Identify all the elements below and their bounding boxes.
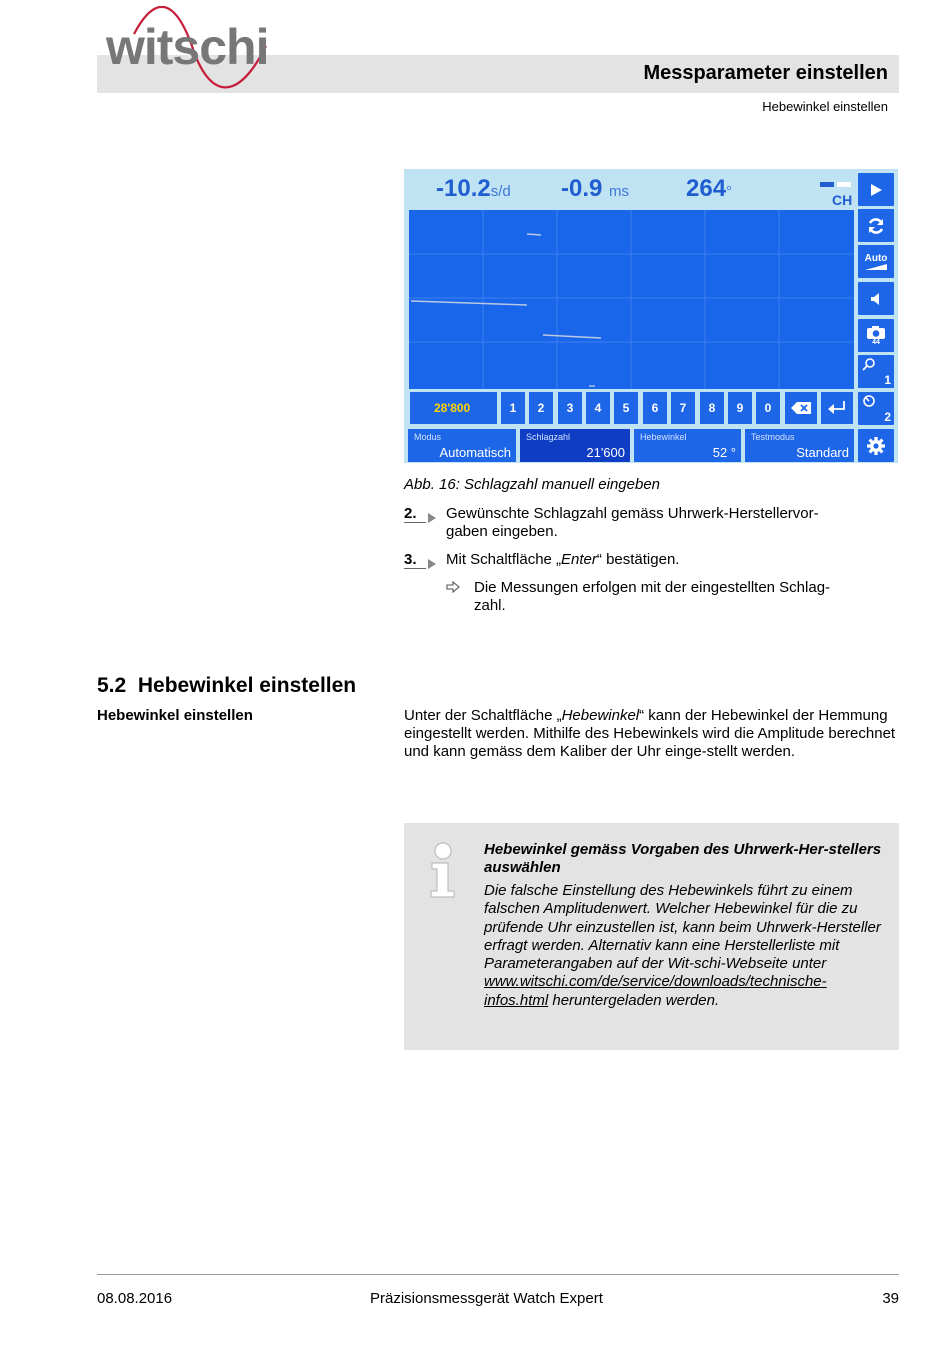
section-paragraph	[404, 707, 899, 761]
step-arrow-line	[404, 522, 426, 523]
amplitude-value: 264	[686, 175, 727, 202]
note-body	[484, 882, 889, 1010]
step-2-text	[446, 505, 819, 541]
keypad	[408, 392, 855, 426]
note-body-after: heruntergeladen werden.	[548, 991, 720, 1009]
enter-term: Enter	[561, 551, 597, 568]
status-label: Modus	[414, 432, 442, 442]
witschi-link[interactable]: www.witschi.com/de/service/downloads/technische-infos.html	[484, 973, 827, 1009]
witschi-logo	[104, 6, 276, 98]
note-body-text: Die falsche Einstellung des Hebewinkels führt zu einem falschen Amplitudenwert. Welcher Hebewinkel für die zu prüfende Uhr einzustellen ist, kann beim Uhrwerk-Hersteller erfragt werden. Alternativ kann eine Herstellerliste mit Parameterangaben auf der Wit-schi-Webseite unter	[484, 882, 881, 973]
status-schlagzahl[interactable]	[520, 429, 630, 462]
info-icon	[426, 841, 460, 899]
key-4[interactable]: 4	[586, 392, 610, 424]
step-2-line-1: Gewünschte Schlagzahl gemäss Uhrwerk-Herstellervor-	[446, 505, 819, 522]
beat-error-unit: ms	[609, 183, 630, 200]
step-2-line-2: gaben eingeben.	[446, 523, 558, 540]
step-3-text-before: Mit Schaltfläche „	[446, 551, 562, 568]
footer-date: 08.08.2016	[97, 1290, 173, 1307]
hebewinkel-term: Hebewinkel	[561, 707, 640, 724]
sound-button[interactable]	[858, 282, 894, 315]
zoom-button[interactable]	[858, 355, 894, 388]
amplitude-readout	[686, 175, 732, 203]
side-label: Hebewinkel einstellen	[97, 707, 253, 724]
speaker-icon	[868, 291, 884, 307]
readouts	[404, 169, 854, 209]
result-arrow-icon	[446, 580, 460, 598]
refresh-button[interactable]	[858, 209, 894, 242]
section-title: Hebewinkel einstellen	[137, 674, 357, 697]
timer-button[interactable]	[858, 392, 894, 425]
status-hebewinkel[interactable]	[634, 429, 741, 462]
enter-icon	[828, 401, 846, 415]
play-button[interactable]	[858, 173, 894, 206]
status-value: Standard	[796, 445, 849, 460]
key-2[interactable]: 2	[529, 392, 553, 424]
backspace-icon	[791, 402, 811, 414]
auto-label: Auto	[864, 253, 888, 264]
magnifier-icon	[862, 357, 876, 371]
delete-key[interactable]	[785, 392, 817, 424]
status-modus[interactable]	[408, 429, 516, 462]
result-line-1: Die Messungen erfolgen mit der eingestellten Schlag-	[474, 579, 831, 596]
key-5[interactable]: 5	[614, 392, 638, 424]
channel-indicator-icon	[820, 174, 854, 192]
step-3-text-after: “ bestätigen.	[596, 551, 680, 568]
status-label: Testmodus	[751, 432, 795, 442]
status-value: 52 °	[712, 445, 736, 460]
auto-button[interactable]	[858, 245, 894, 278]
footer-divider	[97, 1274, 899, 1275]
logo-text: witschi	[106, 19, 269, 75]
step-arrow-icon	[428, 513, 436, 523]
key-3[interactable]: 3	[558, 392, 582, 424]
status-value: 21'600	[586, 445, 625, 460]
key-8[interactable]: 8	[700, 392, 724, 424]
key-9[interactable]: 9	[728, 392, 752, 424]
key-1[interactable]: 1	[501, 392, 525, 424]
measurement-plot	[409, 210, 854, 389]
footer-page-number: 39	[882, 1290, 899, 1307]
amplitude-unit: °	[726, 183, 733, 200]
step-number: 2.	[404, 505, 417, 522]
refresh-icon	[866, 216, 886, 236]
timer-icon	[862, 394, 876, 408]
page-title: Messparameter einstellen	[643, 62, 888, 84]
key-7[interactable]: 7	[671, 392, 695, 424]
beat-error-value: -0.9	[561, 175, 603, 202]
status-label: Schlagzahl	[526, 432, 571, 442]
camera-button[interactable]	[858, 319, 894, 352]
channel-label: CH	[832, 192, 853, 208]
camera-badge: 44	[872, 339, 880, 346]
result-line-2: zahl.	[474, 597, 506, 614]
step-3-text	[446, 551, 679, 569]
rate-value: -10.2	[436, 175, 491, 202]
play-icon	[868, 182, 884, 198]
step-2	[404, 505, 417, 523]
result-text	[474, 579, 830, 615]
rate-readout	[436, 175, 511, 203]
status-testmodus[interactable]	[745, 429, 854, 462]
page-subtitle: Hebewinkel einstellen	[762, 99, 888, 114]
beat-error-readout	[561, 175, 629, 203]
note-title: Hebewinkel gemäss Vorgaben des Uhrwerk-Her-stellers auswählen	[484, 841, 882, 876]
footer-product: Präzisionsmessgerät Watch Expert	[370, 1290, 603, 1307]
step-number: 3.	[404, 551, 417, 568]
schlagzahl-display: 28'800	[410, 392, 497, 424]
settings-button[interactable]	[858, 429, 894, 462]
rate-unit: s/d	[490, 183, 511, 200]
step-arrow-icon	[428, 559, 436, 569]
status-label: Hebewinkel	[640, 432, 687, 442]
camera-icon	[866, 325, 886, 339]
info-note	[404, 823, 899, 1050]
device-screen	[404, 169, 898, 463]
key-6[interactable]: 6	[643, 392, 667, 424]
step-3	[404, 551, 417, 569]
para-after: “ kann der Hebewinkel der Hemmung eingestellt werden. Mithilfe des Hebewinkels wird die Amplitude berechnet und kann gemäss dem Kaliber der Uhr einge-stellt werden.	[404, 707, 896, 760]
status-value: Automatisch	[439, 445, 511, 460]
settings-icon	[866, 436, 886, 456]
auto-icon	[865, 264, 887, 270]
figure-caption: Abb. 16: Schlagzahl manuell eingeben	[404, 476, 661, 493]
section-heading	[97, 674, 356, 698]
zoom-number: 1	[884, 373, 891, 387]
section-number: 5.2	[97, 674, 127, 697]
step-arrow-line	[404, 568, 426, 569]
enter-key[interactable]	[821, 392, 853, 424]
para-before: Unter der Schaltfläche „	[404, 707, 562, 724]
timer-number: 2	[884, 410, 891, 424]
key-0[interactable]: 0	[756, 392, 780, 424]
